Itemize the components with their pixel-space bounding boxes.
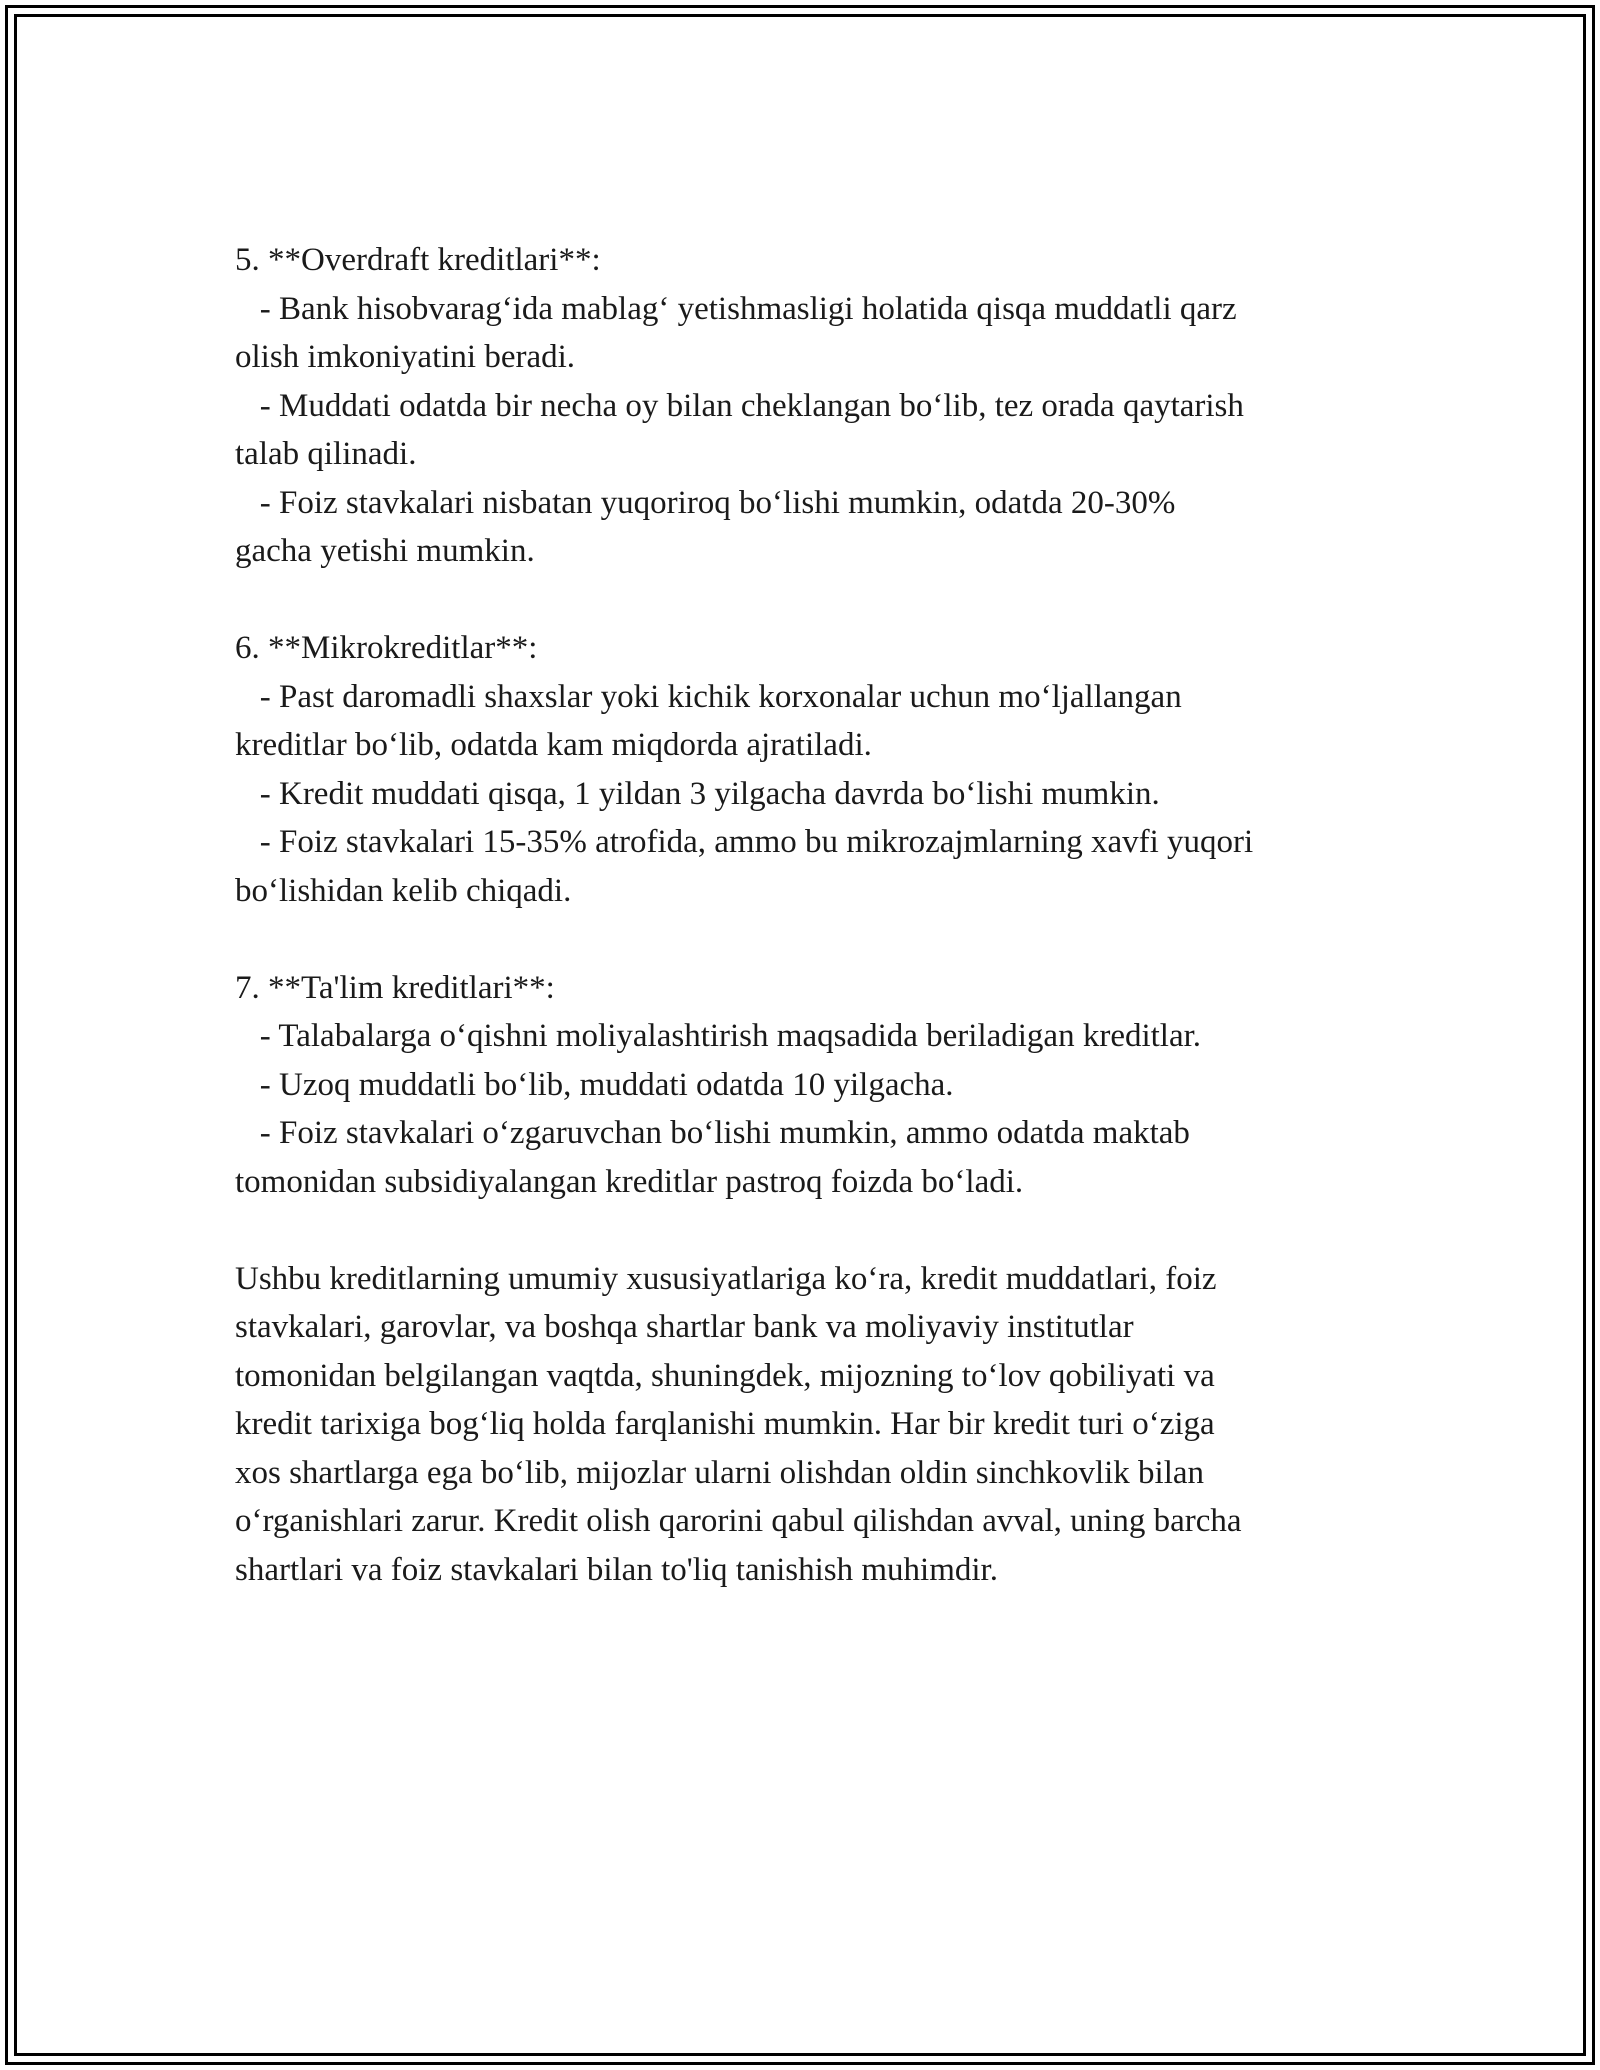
text-line: - Past daromadli shaxslar yoki kichik korxonalar uchun mo‘ljallangan	[235, 678, 1182, 715]
text-line: Ushbu kreditlarning umumiy xususiyatlariga ko‘ra, kredit muddatlari, foiz	[235, 1260, 1217, 1297]
text-line: stavkalari, garovlar, va boshqa shartlar bank va moliyaviy institutlar	[235, 1309, 1134, 1345]
section-overdraft	[235, 236, 1395, 576]
text-line: bo‘lishidan kelib chiqadi.	[235, 872, 572, 909]
text-line: - Kredit muddati qisqa, 1 yildan 3 yilgacha davrda bo‘lishi mumkin.	[235, 775, 1160, 812]
section-heading: 5. **Overdraft kreditlari**:	[235, 242, 601, 278]
text-line: - Uzoq muddatli bo‘lib, muddati odatda 10 yilgacha.	[235, 1066, 954, 1103]
text-line: tomonidan belgilangan vaqtda, shuningdek, mijozning to‘lov qobiliyati va	[235, 1357, 1215, 1394]
text-line: - Foiz stavkalari o‘zgaruvchan bo‘lishi mumkin, ammo odatda maktab	[235, 1115, 1190, 1151]
text-line: - Muddati odatda bir necha oy bilan cheklangan bo‘lib, tez orada qaytarish	[235, 387, 1244, 424]
paragraph-spacer	[235, 915, 1395, 964]
text-line: - Bank hisobvarag‘ida mablag‘ yetishmasligi holatida qisqa muddatli qarz	[235, 290, 1237, 327]
section-heading: 7. **Ta'lim kreditlari**:	[235, 969, 555, 1006]
text-line: tomonidan subsidiyalangan kreditlar pastroq foizda bo‘ladi.	[235, 1163, 1024, 1200]
text-line: o‘rganishlari zarur. Kredit olish qarorini qabul qilishdan avval, uning barcha	[235, 1503, 1242, 1539]
text-line: shartlari va foiz stavkalari bilan to'liq tanishish muhimdir.	[235, 1551, 998, 1588]
text-line: - Foiz stavkalari 15-35% atrofida, ammo bu mikrozajmlarning xavfi yuqori	[235, 824, 1254, 860]
text-line: - Foiz stavkalari nisbatan yuqoriroq bo‘lishi mumkin, odatda 20-30%	[235, 484, 1176, 521]
conclusion-paragraph	[235, 1255, 1395, 1595]
text-line: talab qilinadi.	[235, 436, 417, 472]
text-line: xos shartlarga ega bo‘lib, mijozlar ularni olishdan oldin sinchkovlik bilan	[235, 1454, 1205, 1491]
section-heading: 6. **Mikrokreditlar**:	[235, 630, 538, 666]
text-line: kreditlar bo‘lib, odatda kam miqdorda ajratiladi.	[235, 727, 872, 763]
paragraph-spacer	[235, 1206, 1395, 1255]
text-line: kredit tarixiga bog‘liq holda farqlanishi mumkin. Har bir kredit turi o‘ziga	[235, 1406, 1215, 1442]
text-line: gacha yetishi mumkin.	[235, 533, 535, 569]
section-mikrokreditlar	[235, 624, 1395, 915]
section-talim-kreditlari	[235, 964, 1395, 1207]
paragraph-spacer	[235, 576, 1395, 625]
document-body	[235, 236, 1395, 1594]
text-line: olish imkoniyatini beradi.	[235, 339, 576, 375]
text-line: - Talabalarga o‘qishni moliyalashtirish maqsadida beriladigan kreditlar.	[235, 1018, 1202, 1054]
